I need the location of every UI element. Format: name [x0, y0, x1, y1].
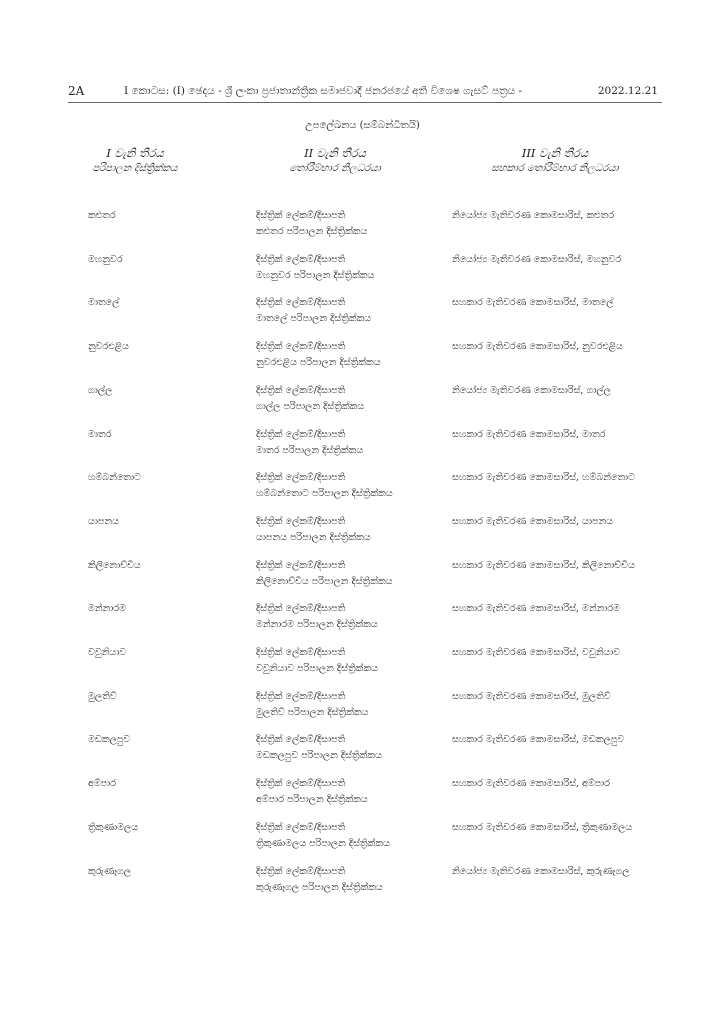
officer-title: දිස්ත්‍රික් ලේකම්/දිසාපති — [256, 559, 346, 571]
district-name: මාතර — [88, 428, 112, 440]
district-name: ත්‍රිකුණාමලය — [88, 821, 139, 833]
table-row — [0, 383, 725, 423]
officer-title: දිස්ත්‍රික් ලේකම්/දිසාපති — [256, 734, 346, 746]
officer-title: දිස්ත්‍රික් ලේකම්/දිසාපති — [256, 341, 346, 353]
returning-officer — [256, 864, 383, 896]
officer-district: මඩකලපුව පරිපාලන දිස්ත්‍රික්කය — [256, 750, 382, 762]
district-name: ගාල්ල — [88, 384, 113, 396]
officer-district: මාතර පරිපාලන දිස්ත්‍රික්කය — [256, 444, 364, 456]
district-name: නුවරඑළිය — [88, 341, 129, 353]
district-name: වවුනියාව — [88, 647, 127, 658]
table-row — [0, 295, 725, 335]
gazette-date: 2022.12.21 — [597, 85, 658, 97]
officer-title: දිස්ත්‍රික් ලේකම්/දිසාපති — [256, 690, 346, 702]
column-number-2: II වැනි තීරය — [304, 146, 366, 160]
returning-officer — [256, 470, 393, 502]
district-name: යාපනය — [88, 515, 119, 527]
assistant-officer: සහකාර මැතිවරණ කොමසාරිස්, හම්බන්තොට — [452, 472, 636, 484]
returning-officer — [256, 295, 371, 327]
assistant-officer: නියෝජ්‍ය මැතිවරණ කොමසාරිස්, ගාල්ල — [452, 384, 611, 396]
officer-title: දිස්ත්‍රික් ලේකම්/දිසාපති — [256, 603, 346, 615]
column-heading-1 — [80, 146, 190, 176]
column-label-2: තෝරීම්භාර නිලධරයා — [289, 163, 381, 174]
officer-district: ත්‍රිකුණාමලය පරිපාලන දිස්ත්‍රික්කය — [256, 837, 390, 849]
officer-district: නුවරඑළිය පරිපාලන දිස්ත්‍රික්කය — [256, 357, 381, 369]
officer-title: දිස්ත්‍රික් ලේකම්/දිසාපති — [256, 821, 346, 833]
officer-district: කිලිනොච්චිය පරිපාලන දිස්ත්‍රික්කය — [256, 575, 393, 587]
officer-title: දිස්ත්‍රික් ලේකම්/දිසාපති — [256, 210, 346, 221]
table-row — [0, 732, 725, 772]
column-number-1: I වැනි තීරය — [106, 146, 164, 160]
returning-officer — [256, 252, 374, 284]
district-name: කළුතර — [88, 210, 116, 221]
assistant-officer: නියෝජ්‍ය මැතිවරණ කොමසාරිස්, කළුතර — [452, 210, 615, 221]
returning-officer — [256, 689, 368, 721]
district-name: මුලතිව් — [88, 690, 117, 702]
district-name: හම්බන්තොට — [88, 472, 141, 484]
assistant-officer: සහකාර මැතිවරණ කොමසාරිස්, ත්‍රිකුණාමලය — [452, 821, 633, 833]
district-name: මන්නාරම — [88, 603, 126, 615]
table-row — [0, 601, 725, 641]
assistant-officer: සහකාර මැතිවරණ කොමසාරිස්, කිලිනොච්චිය — [452, 559, 635, 571]
table-row — [0, 208, 725, 248]
officer-title: දිස්ත්‍රික් ලේකම්/දිසාපති — [256, 297, 346, 309]
column-label-1: පරිපාලන දිස්ත්‍රික්කය — [92, 163, 178, 174]
returning-officer — [256, 383, 364, 415]
district-name: මහනුවර — [88, 253, 123, 265]
officer-district: මාතලේ පරිපාලන දිස්ත්‍රික්කය — [256, 313, 372, 325]
officer-district: මන්නාරම පරිපාලන දිස්ත්‍රික්කය — [256, 619, 378, 631]
officer-title: දිස්ත්‍රික් ලේකම්/දිසාපති — [256, 384, 346, 396]
district-name: කුරුණෑගල — [88, 865, 132, 877]
annex-title: උපලේඛනය (සම්බන්ධිතයි) — [305, 120, 420, 131]
assistant-officer: සහකාර මැතිවරණ කොමසාරිස්, වවුනියාව — [452, 647, 621, 658]
assistant-officer: සහකාර මැතිවරණ කොමසාරිස්, මාතලේ — [452, 297, 614, 309]
returning-officer — [256, 645, 378, 677]
returning-officer — [256, 208, 367, 240]
table-row — [0, 864, 725, 904]
table-row — [0, 252, 725, 292]
assistant-officer: සහකාර මැතිවරණ කොමසාරිස්, යාපනය — [452, 515, 613, 527]
assistant-officer: සහකාර මැතිවරණ කොමසාරිස්, නුවරඑළිය — [452, 341, 623, 353]
page-number: 2A — [68, 84, 85, 98]
officer-district: ගාල්ල පරිපාලන දිස්ත්‍රික්කය — [256, 400, 365, 412]
returning-officer — [256, 427, 363, 459]
returning-officer — [256, 601, 378, 633]
officer-district: වවුනියාව පරිපාලන දිස්ත්‍රික්කය — [256, 663, 378, 674]
officer-district: මුලතිව් පරිපාලන දිස්ත්‍රික්කය — [256, 706, 369, 718]
officer-district: අම්පාර පරිපාලන දිස්ත්‍රික්කය — [256, 794, 368, 806]
table-row — [0, 514, 725, 554]
assistant-officer: සහකාර මැතිවරණ කොමසාරිස්, අම්පාර — [452, 778, 611, 790]
table-row — [0, 645, 725, 685]
table-row — [0, 427, 725, 467]
officer-title: දිස්ත්‍රික් ලේකම්/දිසාපති — [256, 428, 346, 440]
officer-district: මහනුවර පරිපාලන දිස්ත්‍රික්කය — [256, 269, 375, 281]
returning-officer — [256, 732, 382, 764]
officer-district: යාපනය පරිපාලන දිස්ත්‍රික්කය — [256, 531, 371, 543]
returning-officer — [256, 514, 371, 546]
district-name: මාතලේ — [88, 297, 120, 309]
table-row — [0, 470, 725, 510]
assistant-officer: නියෝජ්‍ය මැතිවරණ කොමසාරිස්, මහනුවර — [452, 253, 622, 265]
officer-title: දිස්ත්‍රික් ලේකම්/දිසාපති — [256, 647, 346, 658]
assistant-officer: සහකාර මැතිවරණ කොමසාරිස්, මාතර — [452, 428, 606, 440]
officer-title: දිස්ත්‍රික් ලේකම්/දිසාපති — [256, 253, 346, 265]
district-name: අම්පාර — [88, 778, 116, 790]
assistant-officer: නියෝජ්‍ය මැතිවරණ කොමසාරිස්, කුරුණෑගල — [452, 865, 630, 877]
table-row — [0, 558, 725, 598]
officer-district: කළුතර පරිපාලන දිස්ත්‍රික්කය — [256, 226, 368, 237]
returning-officer — [256, 820, 390, 852]
header-rule — [68, 102, 662, 103]
officer-district: කුරුණෑගල පරිපාලන දිස්ත්‍රික්කය — [256, 881, 383, 893]
assistant-officer: සහකාර මැතිවරණ කොමසාරිස්, මුලතිව් — [452, 690, 611, 702]
column-label-3: සහකාර තෝරීම්භාර නිලධරයා — [491, 163, 619, 174]
district-name: මඩකලපුව — [88, 734, 131, 746]
assistant-officer: සහකාර මැතිවරණ කොමසාරිස්, මඩකලපුව — [452, 734, 625, 746]
district-name: කිලිනොච්චිය — [88, 559, 141, 571]
returning-officer — [256, 339, 381, 371]
officer-district: හම්බන්තොට පරිපාලන දිස්ත්‍රික්කය — [256, 488, 393, 500]
returning-officer — [256, 558, 393, 590]
table-row — [0, 820, 725, 860]
officer-title: දිස්ත්‍රික් ලේකම්/දිසාපති — [256, 515, 346, 527]
returning-officer — [256, 776, 368, 808]
column-heading-3 — [440, 146, 670, 176]
officer-title: දිස්ත්‍රික් ලේකම්/දිසාපති — [256, 865, 346, 877]
officer-title: දිස්ත්‍රික් ලේකම්/දිසාපති — [256, 472, 346, 484]
table-row — [0, 689, 725, 729]
table-row — [0, 339, 725, 379]
table-row — [0, 776, 725, 816]
column-heading-2 — [245, 146, 425, 176]
officer-title: දිස්ත්‍රික් ලේකම්/දිසාපති — [256, 778, 346, 790]
assistant-officer: සහකාර මැතිවරණ කොමසාරිස්, මන්නාරම — [452, 603, 621, 615]
column-number-3: III වැනි තීරය — [521, 146, 589, 160]
gazette-title: I කොටස: (I) ඡෙදය - ශ්‍රී ලංකා ප්‍රජාතාන්ත්‍රික සමාජවාදී ජනරජයේ අති විශෙෂ ගැසට් පත්‍රය - — [124, 85, 523, 97]
